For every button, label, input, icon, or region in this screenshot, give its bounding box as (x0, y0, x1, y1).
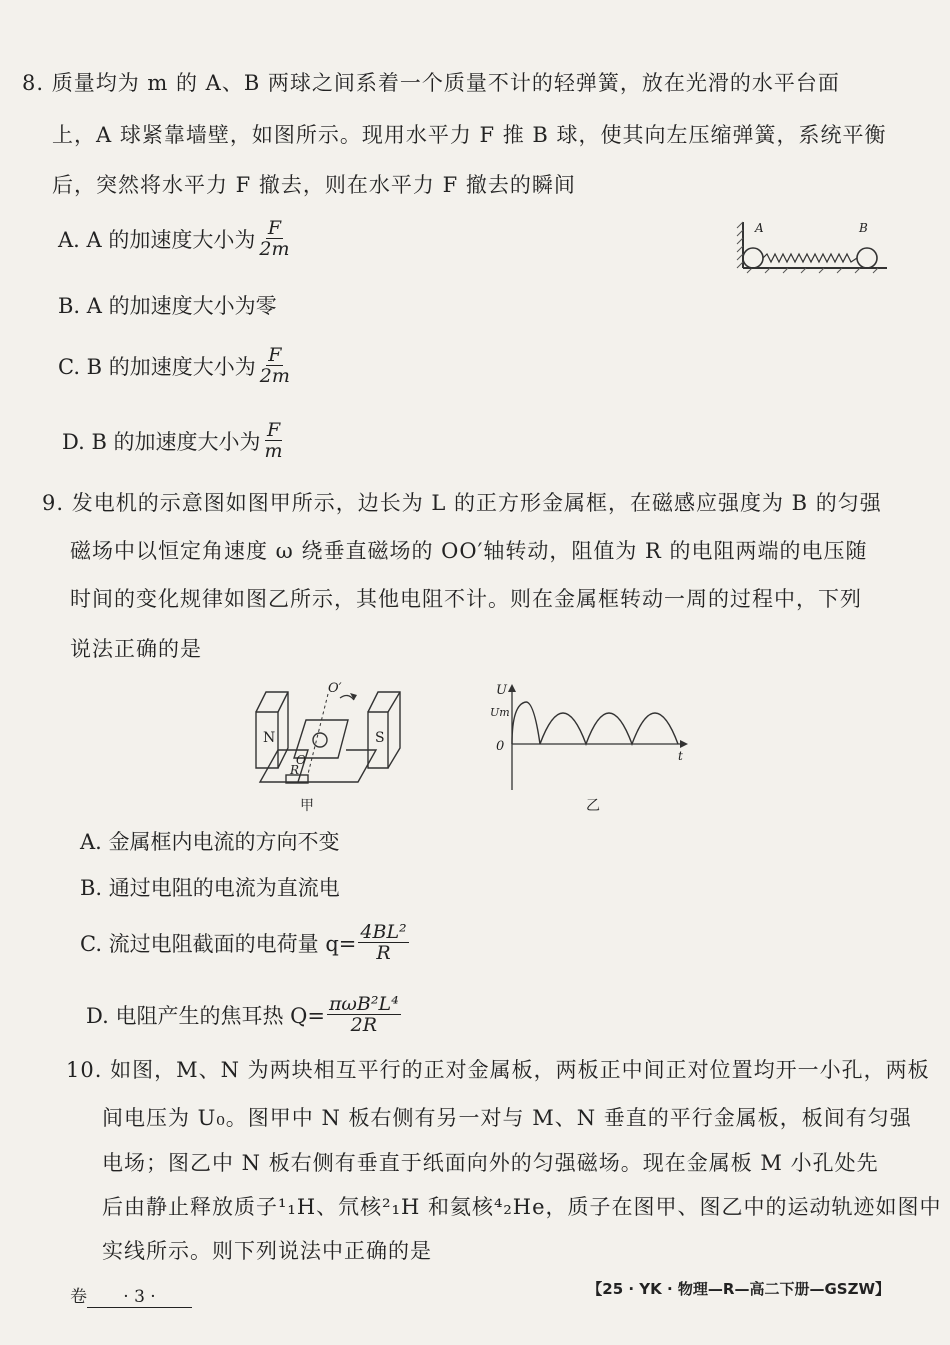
option-text: B. A 的加速度大小为零 (58, 294, 277, 318)
fraction-numerator: πωB²L⁴ (328, 993, 399, 1015)
ball-a (743, 248, 763, 268)
fraction (327, 994, 401, 1035)
page-footer-left (70, 1282, 192, 1308)
q10-line-3: 电场；图乙中 N 板右侧有垂直于纸面向外的匀强磁场。现在金属板 M 小孔处先 (102, 1151, 879, 1175)
option-text: C. 流过电阻截面的电荷量 q= (80, 931, 357, 956)
rectified-wave (512, 702, 526, 744)
q9-line-1: 9. 发电机的示意图如图甲所示，边长为 L 的正方形金属框，在磁感应强度为 B 的匀强 (42, 491, 882, 515)
fraction-numerator: F (267, 217, 281, 239)
o-prime-label: O′ (328, 681, 342, 696)
u-label: U (496, 683, 507, 698)
q8-option-d (62, 420, 285, 461)
fraction-denominator: 2m (259, 238, 290, 260)
option-text: D. B 的加速度大小为 (62, 429, 261, 454)
generator-figure (248, 680, 418, 820)
spring-ball-figure (735, 218, 895, 274)
q9-option-d (86, 994, 401, 1035)
fraction (263, 420, 285, 461)
q9-line-4: 说法正确的是 (70, 637, 202, 661)
q9-line-2: 磁场中以恒定角速度 ω 绕垂直磁场的 OO′轴转动，阻值为 R 的电阻两端的电压随 (70, 539, 868, 563)
q10-line-1: 10. 如图，M、N 为两块相互平行的正对金属板，两板正中间正对位置均开一小孔，两板 (66, 1058, 930, 1082)
option-text: A. A 的加速度大小为 (58, 227, 256, 252)
page-footer-right: 【25 · YK · 物理—R—高二下册—GSZW】 (587, 1280, 890, 1298)
q9-option-c (80, 922, 409, 963)
caption-jia: 甲 (300, 798, 314, 814)
q8-option-c (58, 345, 292, 386)
q9-option-b (80, 872, 340, 902)
q8-option-b (58, 290, 277, 320)
fraction-denominator: m (264, 440, 283, 462)
voltage-graph (488, 680, 698, 820)
label-a: A (755, 221, 764, 235)
fraction (257, 218, 291, 259)
q9-option-a (80, 826, 340, 856)
t-label: t (678, 749, 683, 763)
q8-option-a (58, 218, 291, 259)
q10-line-4: 后由静止释放质子¹₁H、氘核²₁H 和氦核⁴₂He，质子在图甲、图乙中的运动轨迹如图中 (102, 1195, 942, 1219)
fraction-numerator: 4BL² (360, 921, 407, 943)
um-label: Um (490, 706, 510, 719)
q10-line-5: 实线所示。则下列说法中正确的是 (102, 1239, 432, 1263)
page-number: · 3 · (87, 1287, 192, 1308)
q8-line-3: 后，突然将水平力 F 撤去，则在水平力 F 撤去的瞬间 (52, 173, 576, 197)
option-text: B. 通过电阻的电流为直流电 (80, 876, 340, 900)
fraction-denominator: 2R (350, 1014, 378, 1036)
ball-b (857, 248, 877, 268)
option-text: C. B 的加速度大小为 (58, 354, 256, 379)
q8-line-1: 8. 质量均为 m 的 A、B 两球之间系着一个质量不计的轻弹簧，放在光滑的水平台面 (22, 71, 840, 95)
option-text: D. 电阻产生的焦耳热 Q= (86, 1003, 325, 1028)
fraction (258, 345, 292, 386)
spring (763, 254, 857, 262)
r-label: R (290, 763, 300, 777)
origin-label: 0 (496, 739, 505, 754)
label-b: B (859, 221, 868, 235)
q10-line-2: 间电压为 U₀。图甲中 N 板右侧有另一对与 M、N 垂直的平行金属板，板间有匀强 (102, 1106, 912, 1130)
option-text: A. 金属框内电流的方向不变 (80, 830, 340, 854)
n-pole-label: N (263, 730, 276, 746)
s-pole-label: S (375, 730, 385, 746)
fraction-numerator: F (268, 344, 282, 366)
fraction-numerator: F (266, 419, 281, 441)
q8-line-2: 上，A 球紧靠墙壁，如图所示。现用水平力 F 推 B 球，使其向左压缩弹簧，系统平衡 (52, 123, 887, 147)
fraction-denominator: 2m (259, 365, 290, 387)
q9-line-3: 时间的变化规律如图乙所示，其他电阻不计。则在金属框转动一周的过程中，下列 (70, 587, 862, 611)
footer-prefix: 卷 (70, 1287, 87, 1307)
o-label: O (296, 753, 306, 767)
caption-yi: 乙 (586, 798, 600, 814)
fraction (358, 922, 408, 963)
commutator (313, 733, 327, 747)
rectified-wave-arches (526, 702, 678, 744)
fraction-denominator: R (376, 942, 391, 964)
